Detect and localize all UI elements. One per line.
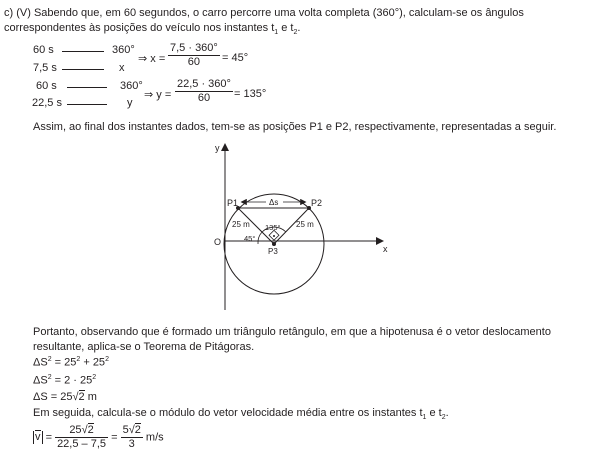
- calc1-prefix: ⇒ x =: [138, 53, 166, 65]
- unit: m: [84, 391, 97, 403]
- calc1-result: = 45°: [222, 52, 249, 64]
- eq-term: + 25: [80, 356, 106, 369]
- radicand: 2: [87, 424, 94, 436]
- subscript: 1: [422, 414, 427, 422]
- fraction-2: [121, 424, 143, 451]
- calc2-r1-left: 60 s: [36, 80, 57, 92]
- portanto-paragraph: Portanto, observando que é formado um triângulo retângulo, em que a hipotenusa é o vetor deslocamento resultante, aplica-se o Teorema de Pitágoras.: [33, 326, 551, 353]
- num-coef: 5: [122, 424, 129, 436]
- numerator: 22,5 · 360°: [177, 78, 231, 90]
- calc2-r1-right: 360°: [120, 80, 143, 92]
- equation-2: [33, 374, 96, 387]
- calc1-r1-left: 60 s: [33, 44, 54, 56]
- abs-v: [33, 431, 43, 444]
- superscript: 2: [47, 374, 52, 381]
- superscript: 2: [47, 356, 52, 363]
- calc2-r2-right: y: [127, 97, 133, 109]
- final-equation: [33, 424, 164, 451]
- label-r-right: 25 m: [296, 220, 314, 229]
- period: .: [297, 22, 301, 34]
- num-coef: 25: [69, 424, 82, 436]
- eq-term: = 25: [51, 356, 77, 369]
- period: .: [445, 407, 449, 419]
- denominator: 22,5 – 7,5: [57, 438, 106, 450]
- label-x: x: [383, 244, 388, 254]
- root-sign: √: [72, 391, 79, 403]
- label-p1: P1: [227, 198, 239, 208]
- unit: m/s: [145, 431, 164, 444]
- label-origin: O: [214, 237, 222, 247]
- label-angle45: 45°: [244, 234, 256, 243]
- label-p2: P2: [311, 198, 323, 208]
- calc2-result: = 135°: [234, 88, 267, 100]
- intro-and: e t: [278, 22, 294, 34]
- superscript: 2: [92, 374, 97, 381]
- equals: =: [45, 431, 52, 444]
- superscript: 2: [76, 356, 81, 363]
- em-seguida-body: Em seguida, calcula-se o módulo do vetor velocidade média entre os instantes t: [33, 407, 423, 419]
- calc2-prefix: ⇒ y =: [144, 89, 172, 101]
- item-label: c) (V): [4, 7, 31, 19]
- superscript: 2: [105, 356, 109, 363]
- label-p3: P3: [268, 247, 278, 256]
- calc1-r2-right: x: [119, 62, 125, 74]
- em-seguida-text: [33, 407, 449, 421]
- calc2-r2-left: 22,5 s: [32, 97, 62, 109]
- equals: =: [111, 431, 118, 444]
- eq-term: ΔS: [33, 356, 48, 369]
- numerator: 7,5 · 360°: [170, 42, 218, 54]
- subscript: 2: [441, 414, 446, 422]
- intro-text: Sabendo que, em 60 segundos, o carro percorre uma volta completa (360°), calculam-se os ângulos correspondentes às posições do veículo nos instantes t: [4, 7, 524, 34]
- denominator: 60: [187, 56, 201, 68]
- label-ds: Δs: [269, 198, 279, 207]
- subscript: 2: [293, 29, 298, 37]
- angle-45-arc: [258, 232, 262, 244]
- numerator: 25√2: [55, 424, 108, 438]
- denominator: 60: [197, 92, 211, 104]
- equation-1: [33, 356, 109, 369]
- fraction-1: [55, 424, 108, 451]
- calc1-r2-left: 7,5 s: [33, 62, 57, 74]
- right-angle-dot: [273, 235, 275, 237]
- eq-term: ΔS = 25: [33, 391, 73, 403]
- equation-3: [33, 391, 97, 403]
- em-seguida-and: e t: [426, 407, 442, 419]
- eq-term: = 2 · 25: [51, 374, 93, 387]
- calc1-r1-right: 360°: [112, 44, 135, 56]
- vector-v: v: [35, 431, 41, 443]
- label-y: y: [215, 143, 220, 153]
- assim-text: Assim, ao final dos instantes dados, tem-se as posições P1 e P2, respectivamente, representadas a seguir.: [33, 121, 557, 133]
- numerator: 5√2: [122, 424, 141, 436]
- subscript: 1: [274, 29, 279, 37]
- eq-term: ΔS: [33, 374, 48, 387]
- radicand: 2: [134, 424, 141, 436]
- label-angle135: 135°: [265, 223, 281, 232]
- point-p3: [272, 242, 276, 246]
- radicand: 2: [78, 391, 85, 403]
- label-r-left: 25 m: [232, 220, 250, 229]
- denominator: 3: [128, 438, 135, 450]
